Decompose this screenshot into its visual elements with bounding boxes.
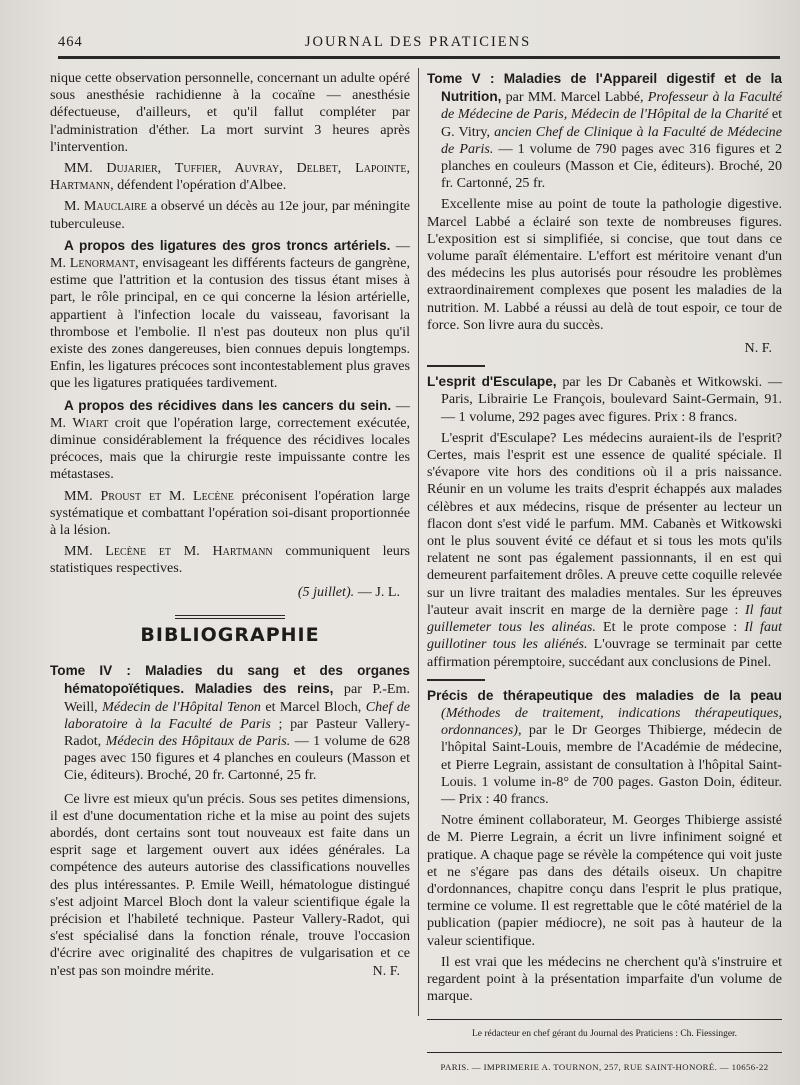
paragraph-text: défendent l'opération d'Albee. [113, 177, 287, 194]
book-entry-tome-v [427, 70, 782, 192]
book-authors: et G. Vitry, [441, 106, 782, 140]
book-review-tome-iv: Ce livre est mieux qu'un précis. Sous ses petites dimensions, il est d'une documentation riche et la mise au point des sujets abordés, dont certains sont tout nouveaux est faite dans un esprit sage et largement ouvert aux idées générales. La compétence des auteurs autorise des classifications nouvelles des plus intéressantes. P. Emile Weill, hématologue distingué s'est adjoint Marcel Bloch dont la valeur scientifique égale la précision et l'habileté technique. Pasteur Vallery-Radot, qui s'est spécialisé dans la fonction rénale, trouve l'occasion d'écrire avec originalité des chapitres de vulgarisation et ce n'est pas son moindre mérite. [50, 790, 410, 979]
paragraph-proust [50, 488, 410, 540]
paragraph-ligatures [50, 237, 410, 393]
footer-rule [427, 1019, 782, 1020]
paragraph-text: préconisent l'opération large systématique et combattant l'opération soi-disant proportionnée à la lésion. [50, 487, 410, 539]
book-title: Tome IV : Maladies du sang et des organes hématopoïétiques. Maladies des reins, [50, 663, 410, 697]
book-details: — 1 volume de 790 pages avec 316 figures et 2 planches en couleurs (Masson et Cie, éditeurs). Broché, 20 fr. Cartonné, 25 fr. [441, 140, 783, 192]
surgeon-name: Lenormant [69, 255, 136, 272]
author-role: Professeur à la Faculté de Médecine de Paris, Médecin de l'Hôpital de la Charité [441, 89, 783, 123]
book-entry-tome-iv [50, 662, 410, 784]
review-signature: N. F. [372, 962, 400, 979]
dash: — M. [50, 397, 410, 431]
book-authors: et Marcel Bloch, [260, 698, 366, 715]
footer-rule [427, 1052, 782, 1053]
signature-date: (5 juillet). [297, 583, 355, 600]
paragraph-continuation: nique cette observation personnelle, concernant un adulte opéré sous anesthésie rachidienne à la cocaïne — anesthésie défectueuse, d'ailleurs, et qu'il fallut compléter par l'administration d'éther. La mort survint 3 heures après l'intervention. [50, 70, 410, 155]
book-authors: ; par Pasteur Vallery-Radot, [64, 715, 410, 749]
review-signature: N. F. [744, 340, 772, 357]
short-rule [427, 679, 485, 681]
paragraph-albee [50, 160, 410, 194]
author-role: Médecin de l'Hôpital Tenon [102, 698, 261, 715]
right-column [427, 70, 782, 1076]
book-review-precis: Notre éminent collaborateur, M. Georges Thibierge assisté de M. Pierre Legrain, a écrit un livre infiniment soigné et pratique. A chaque page se révèle la compétence qui voit juste et ne s'égare pas dans des détails oiseux. Un chapitre d'ordonnances, chapitre conçu dans l'esprit le plus pratique, termine ce volume. Il est regrettable que le côté matériel de la publication (papier médiocre), ne soit pas à hauteur de la valeur scientifique. [427, 812, 782, 949]
book-details: — 1 volume de 628 pages avec 150 figures et 4 planches en couleurs (Masson et Cie, éditeurs). Broché, 20 fr. Cartonné, 25 fr. [64, 732, 410, 784]
author-role: Chef de laboratoire à la Faculté de Paris [64, 698, 410, 732]
paragraph-text: a observé un décès au 12e jour, par méningite tuberculeuse. [50, 198, 411, 232]
surgeon-name: M. Mauclaire [64, 198, 147, 215]
book-review-esprit [427, 430, 782, 671]
book-review-precis-2: Il est vrai que les médecins ne cherchent qu'à s'instruire et regardent point à la présentation imparfaite d'un volume de marque. [427, 953, 782, 1005]
review-text: L'esprit d'Esculape? Les médecins auraient-ils de l'esprit? Certes, mais l'esprit est une essence de qualité spéciale. Il s'évapore vite hors des conditions où il a pris naissance. Réunir en un volume les traits d'esprit échappés aux malades célèbres et aux médecins, risque de présenter au lecteur un flacon dont s'est vidé le parfum. MM. Cabanès et Witkowski ont le plus souvent évité ce défaut et si tous les mots qu'ils relatent ne sont pas également passionnants, il en est qui demeurent parfaitement drôles. A preuve cette coquille relevée sur un livre traitant des maladies mentales. Sur les épreuves l'auteur avait inscrit en marge de la dernière page : [427, 429, 782, 618]
double-rule-separator [175, 615, 285, 619]
report-signature [50, 584, 410, 601]
column-divider [418, 68, 419, 1016]
page-header [58, 34, 778, 56]
left-column [50, 70, 410, 984]
book-title: Précis de thérapeutique des maladies de la peau [427, 687, 782, 703]
section-title-recidives: A propos des récidives dans les cancers du sein. [64, 397, 392, 413]
book-details: par les Dr Cabanès et Witkowski. — Paris, Librairie Le François, boulevard Saint-Germain, 91. — 1 volume, 292 pages avec figures. Prix : 8 francs. [441, 374, 782, 425]
book-details: par le Dr Georges Thibierge, médecin de l'hôpital Saint-Louis, membre de l'Académie de médecine, et Pierre Legrain, assistant de consultation à l'hôpital Saint-Louis. 1 volume in-8° de 700 pages. Gaston Doin, éditeur. — Prix : 40 francs. [441, 722, 782, 807]
editor-credit: Le rédacteur en chef gérant du Journal des Praticiens : Ch. Fiessinger. [471, 1029, 738, 1040]
printer-line: PARIS. — IMPRIMERIE A. TOURNON, 257, RUE SAINT-HONORÉ. — 10656-22 [440, 1061, 769, 1072]
paragraph-recidives [50, 397, 410, 484]
book-title: L'esprit d'Esculape, [427, 374, 557, 390]
journal-title: JOURNAL DES PRATICIENS [304, 34, 532, 50]
book-subtitle: (Méthodes de traitement, indications thérapeutiques, ordonnances), [441, 704, 782, 739]
review-quote: Il faut guillotiner tous les aliénés. [427, 619, 782, 653]
review-quote: Il faut guillemeter tous les alinéas. [427, 601, 782, 636]
paragraph-text: communiquent leurs statistiques respectives. [50, 543, 410, 577]
header-rule [58, 56, 780, 59]
review-text: L'ouvrage se terminait par cette affirmation péremptoire, succédant aux conclusions de Pinel. [427, 636, 782, 670]
short-rule [427, 365, 485, 367]
book-authors: par MM. Marcel Labbé, [501, 89, 648, 106]
review-text: Et le prote compose : [595, 619, 745, 636]
surgeon-name: Wiart [72, 414, 109, 431]
page-number: 464 [58, 34, 83, 50]
paragraph-text: , envisageant les différents facteurs de gangrène, estime que l'attrition et la contusion des tissus étant mises à part, le rôle principal, en ce qui concerne la lésion artérielle, appartient à l'infection locale du vaisseau, favorisant la thrombose et l'embolie. Il n'est pas douteux non plus qu'il existe des zones dangereuses, bien connues depuis longtemps. Enfin, les ligatures précoces sont incontestablement plus graves que les ligatures pratiquées tardivement. [50, 255, 410, 392]
signature-name: — J. L. [354, 583, 400, 600]
paragraph-lecene [50, 543, 410, 577]
book-entry-esprit [427, 373, 782, 426]
book-authors: par P.-Em. Weill, [64, 681, 410, 715]
surgeon-names: MM. Proust et M. Lecène [64, 487, 234, 504]
surgeon-names: MM. Dujarier, Tuffier, Auvray, Delbet, Lapointe, Hartmann, [50, 160, 410, 194]
dash: — M. [50, 237, 410, 272]
book-title: Tome V : Maladies de l'Appareil digestif et de la Nutrition, [427, 71, 782, 105]
author-role: ancien Chef de Clinique à la Faculté de Médecine de Paris. [441, 123, 782, 157]
paragraph-text: croit que l'opération large, correctement exécutée, diminue considérablement la fréquence des récidives locales précoces, mais que la chirurgie reste impuissante contre les métastases. [50, 414, 410, 483]
book-entry-precis [427, 687, 782, 808]
paragraph-mauclaire [50, 198, 410, 232]
section-title-ligatures: A propos des ligatures des gros troncs artériels. [64, 237, 391, 253]
bibliography-heading: BIBLIOGRAPHIE [140, 623, 320, 646]
book-review-tome-v: Excellente mise au point de toute la pathologie digestive. Marcel Labbé a éclairé son texte de nombreuses figures. L'exposition est si simplifiée, si concise, que tout dans ce volume paraît élémentaire. L'effort est méritoire venant d'un des médecins les plus autorisés pour résoudre les problèmes extraordinairement complexes que posent les maladies de la nutrition. M. Labbé a réussi au delà de tout espoir, ce tour de force. Son livre aura du succès. [427, 196, 782, 333]
author-role: Médecin des Hôpitaux de Paris. [105, 732, 291, 749]
surgeon-names: MM. Lecène et M. Hartmann [64, 543, 273, 560]
